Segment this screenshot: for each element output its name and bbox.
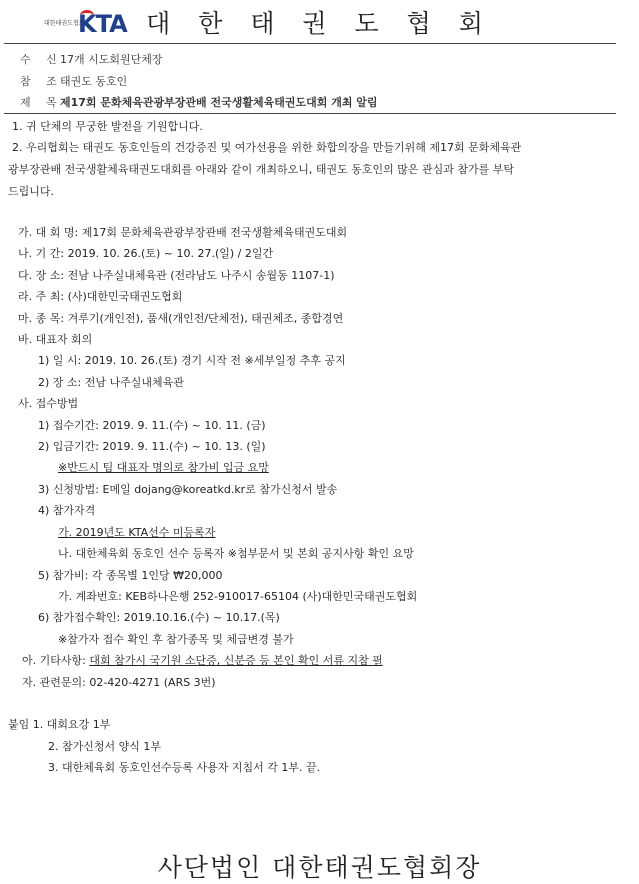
item-sa-1: 1) 접수기간: 2019. 9. 11.(수) ~ 10. 11. (금)	[38, 419, 266, 432]
logo-small-text: 대한태권도협회	[44, 20, 85, 27]
item-ma: 마. 종 목: 겨루기(개인전), 품새(개인전/단체전), 태권체조, 종합경연	[18, 312, 344, 325]
item-sa: 사. 접수방법	[18, 397, 79, 410]
subject-label: 제 목	[20, 96, 63, 109]
attachment-1: 붙임 1. 대회요강 1부	[8, 718, 111, 731]
item-sa-6: 6) 참가접수확인: 2019.10.16.(수) ~ 10.17.(목)	[38, 611, 280, 624]
item-ga: 가. 대 회 명: 제17회 문화체육관광부장관배 전국생활체육태권도대회	[18, 226, 348, 239]
item-ra: 라. 주 최: (사)대한민국태권도협회	[18, 290, 183, 303]
item-sa-5: 5) 참가비: 각 종목별 1인당 ₩20,000	[38, 569, 223, 582]
item-sa-2-note: ※반드시 팀 대표자 명의로 참가비 입금 요망	[58, 461, 269, 474]
item-ba-2: 2) 장 소: 전남 나주실내체육관	[38, 376, 184, 389]
item-ba: 바. 대표자 회의	[18, 333, 93, 346]
cc-row	[20, 75, 127, 89]
item-ja: 자. 관련문의: 02-420-4271 (ARS 3번)	[22, 676, 216, 689]
paragraph-2-line-1: 2. 우리협회는 태권도 동호인들의 건강증진 및 여가선용을 위한 화합의장을 만들기위해 제17회 문화체육관	[12, 141, 522, 154]
item-da: 다. 장 소: 전남 나주실내체육관 (전라남도 나주시 송월동 1107-1)	[18, 269, 335, 282]
cc-label: 참 조	[20, 75, 63, 88]
subject-row	[20, 96, 378, 110]
paragraph-1: 1. 귀 단체의 무궁한 발전을 기원합니다.	[12, 120, 203, 133]
divider	[4, 43, 616, 44]
paragraph-2-line-2: 광부장관배 전국생활체육태권도대회를 아래와 같이 개최하오니, 태권도 동호인의 많은 관심과 참가를 부탁	[8, 163, 515, 176]
attachment-3: 3. 대한체육회 동호인선수등록 사용자 지침서 각 1부. 끝.	[48, 761, 321, 774]
item-a-value: 대회 참가시 국기원 소단증, 신분증 등 본인 확인 서류 지참 필	[89, 654, 383, 667]
cc-value: 태권도 동호인	[60, 75, 128, 88]
subject-value: 제17회 문화체육관광부장관배 전국생활체육태권도대회 개최 알림	[60, 96, 378, 109]
recipient-label: 수 신	[20, 53, 63, 66]
item-sa-4-na: 나. 대한체육회 동호인 선수 등록자 ※첨부문서 및 본회 공지사항 확인 요망	[58, 547, 414, 560]
recipient-value: 17개 시도회원단체장	[60, 53, 163, 66]
logo-text: KTA	[78, 10, 127, 38]
item-a	[22, 654, 383, 668]
signature: 사단법인 대한태권도협회장	[157, 853, 482, 882]
item-sa-5-ga: 가. 계좌번호: KEB하나은행 252-910017-65104 (사)대한민국태권도협회	[58, 590, 418, 603]
item-sa-4-ga: 가. 2019년도 KTA선수 미등록자	[58, 526, 216, 539]
attachment-2: 2. 참가신청서 양식 1부	[48, 740, 161, 753]
item-sa-6-note: ※참가자 접수 확인 후 참가종목 및 체급변경 불가	[58, 633, 294, 646]
item-sa-4: 4) 참가자격	[38, 504, 96, 517]
recipient-row	[20, 53, 163, 67]
divider	[4, 113, 616, 114]
item-sa-3: 3) 신청방법: E메일 dojang@koreatkd.kr로 참가신청서 발송	[38, 483, 338, 496]
item-sa-2: 2) 입금기간: 2019. 9. 11.(수) ~ 10. 13. (일)	[38, 440, 266, 453]
org-title: 대 한 태 권 도 협 회	[146, 9, 493, 38]
item-a-label: 아. 기타사항:	[22, 654, 90, 667]
item-na: 나. 기 간: 2019. 10. 26.(토) ~ 10. 27.(일) / 2일간	[18, 247, 274, 260]
item-ba-1: 1) 일 시: 2019. 10. 26.(토) 경기 시작 전 ※세부일정 추후 공지	[38, 354, 346, 367]
paragraph-2-line-3: 드립니다.	[8, 185, 55, 198]
